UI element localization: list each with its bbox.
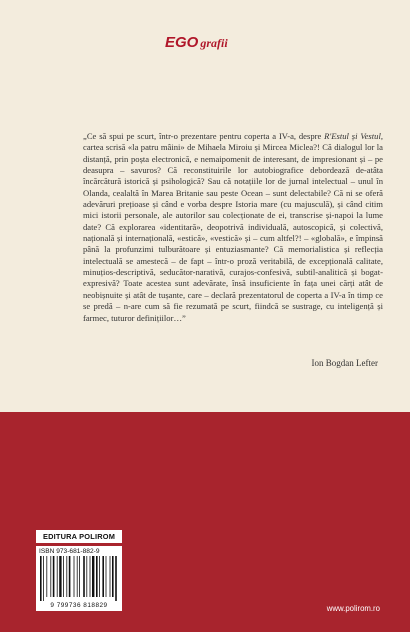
barcode-bar	[90, 556, 91, 597]
barcode-bar	[102, 556, 104, 597]
blurb-author: Ion Bogdan Lefter	[311, 358, 378, 368]
logo-prefix: EGO	[165, 34, 199, 51]
barcode-bar	[92, 556, 94, 597]
publisher-block	[36, 530, 122, 611]
publisher-name: EDITURA POLIROM	[36, 530, 122, 543]
logo-suffix: grafii	[200, 36, 228, 50]
barcode-bar	[53, 556, 55, 597]
barcode-bars	[39, 556, 119, 601]
blurb-text-rest: , cartea scrisă «la patru mâini» de Mihaela Miroiu și Mircea Miclea?! Că dialogul lor la distanță, prin poșta electronică, e nemaipomenit de interesant, de impresionant și – pe deasupra – savuros? Că reconstituirile lor autobiografice debordează de-atâta încărcătură istorică și psihologică? Sau că notațiile lor de jurnal intelectual – unul în Olanda, cealaltă în Marea Britanie sau peste Ocean – sunt delectabile? Că ni se oferă adevăruri prețioase și când e vorba despre Istoria mare (cu majusculă), și când citim mici istorii personale, ale autorilor sau colecționate de ei, transcrise și-napoi la lume date? Că explorarea «identitară», deopotrivă individuală, autoscopică, și colectivă, națională și internațională, «estică», «vestică» și – cum altfel?! – «globală», e împinsă până la profunzimi tulburătoare și entuziasmante? Că memorialistica și reflecția intelectuală se amestecă – de fapt – într-o proză veritabilă, de excepțională calitate, minuțios-descriptivă, seducător-narativă, curajos-confesivă, subtil-analitică și bogat-expresivă? Toate acestea sunt adevărate, însă insuficiente în fața unei cărți atât de neobișnuite și atât de tușante, care – declară prezentatorul de coperta a IV-a în timp ce se predă – n-are cum să fie rezumată pe scurt, fiindcă se sustrage, cu inteligență și farmec, tuturor definițiilor…”	[83, 131, 384, 323]
barcode-bar	[112, 556, 114, 597]
barcode-bar	[66, 556, 67, 597]
barcode-bar	[106, 556, 107, 597]
barcode-bar	[59, 556, 61, 597]
barcode-bar	[63, 556, 64, 597]
barcode-bar	[77, 556, 78, 597]
barcode-image	[36, 555, 122, 602]
barcode-bar	[40, 556, 42, 601]
barcode-bar	[96, 556, 98, 597]
barcode-bar	[115, 556, 117, 601]
barcode-bar	[79, 556, 80, 597]
barcode-bar	[99, 556, 100, 597]
book-title: R'Estul și Vestul	[324, 131, 381, 141]
barcode-bar	[69, 556, 71, 597]
barcode-number: 9 799736 818829	[36, 602, 122, 611]
barcode-bar	[43, 556, 44, 601]
back-cover-blurb	[83, 131, 383, 324]
barcode-bar	[110, 556, 111, 597]
publisher-website: www.polirom.ro	[326, 604, 380, 613]
barcode-bar	[46, 556, 47, 597]
series-logo	[165, 34, 228, 51]
blurb-text-start: „Ce să spui pe scurt, într-o prezentare pentru coperta a IV-a, despre	[83, 131, 325, 141]
barcode-bar	[50, 556, 51, 597]
barcode-bar	[83, 556, 85, 597]
barcode-bar	[57, 556, 58, 597]
barcode-bar	[86, 556, 87, 597]
isbn-label: ISBN 973-681-882-9	[36, 546, 122, 555]
barcode-bar	[74, 556, 75, 597]
